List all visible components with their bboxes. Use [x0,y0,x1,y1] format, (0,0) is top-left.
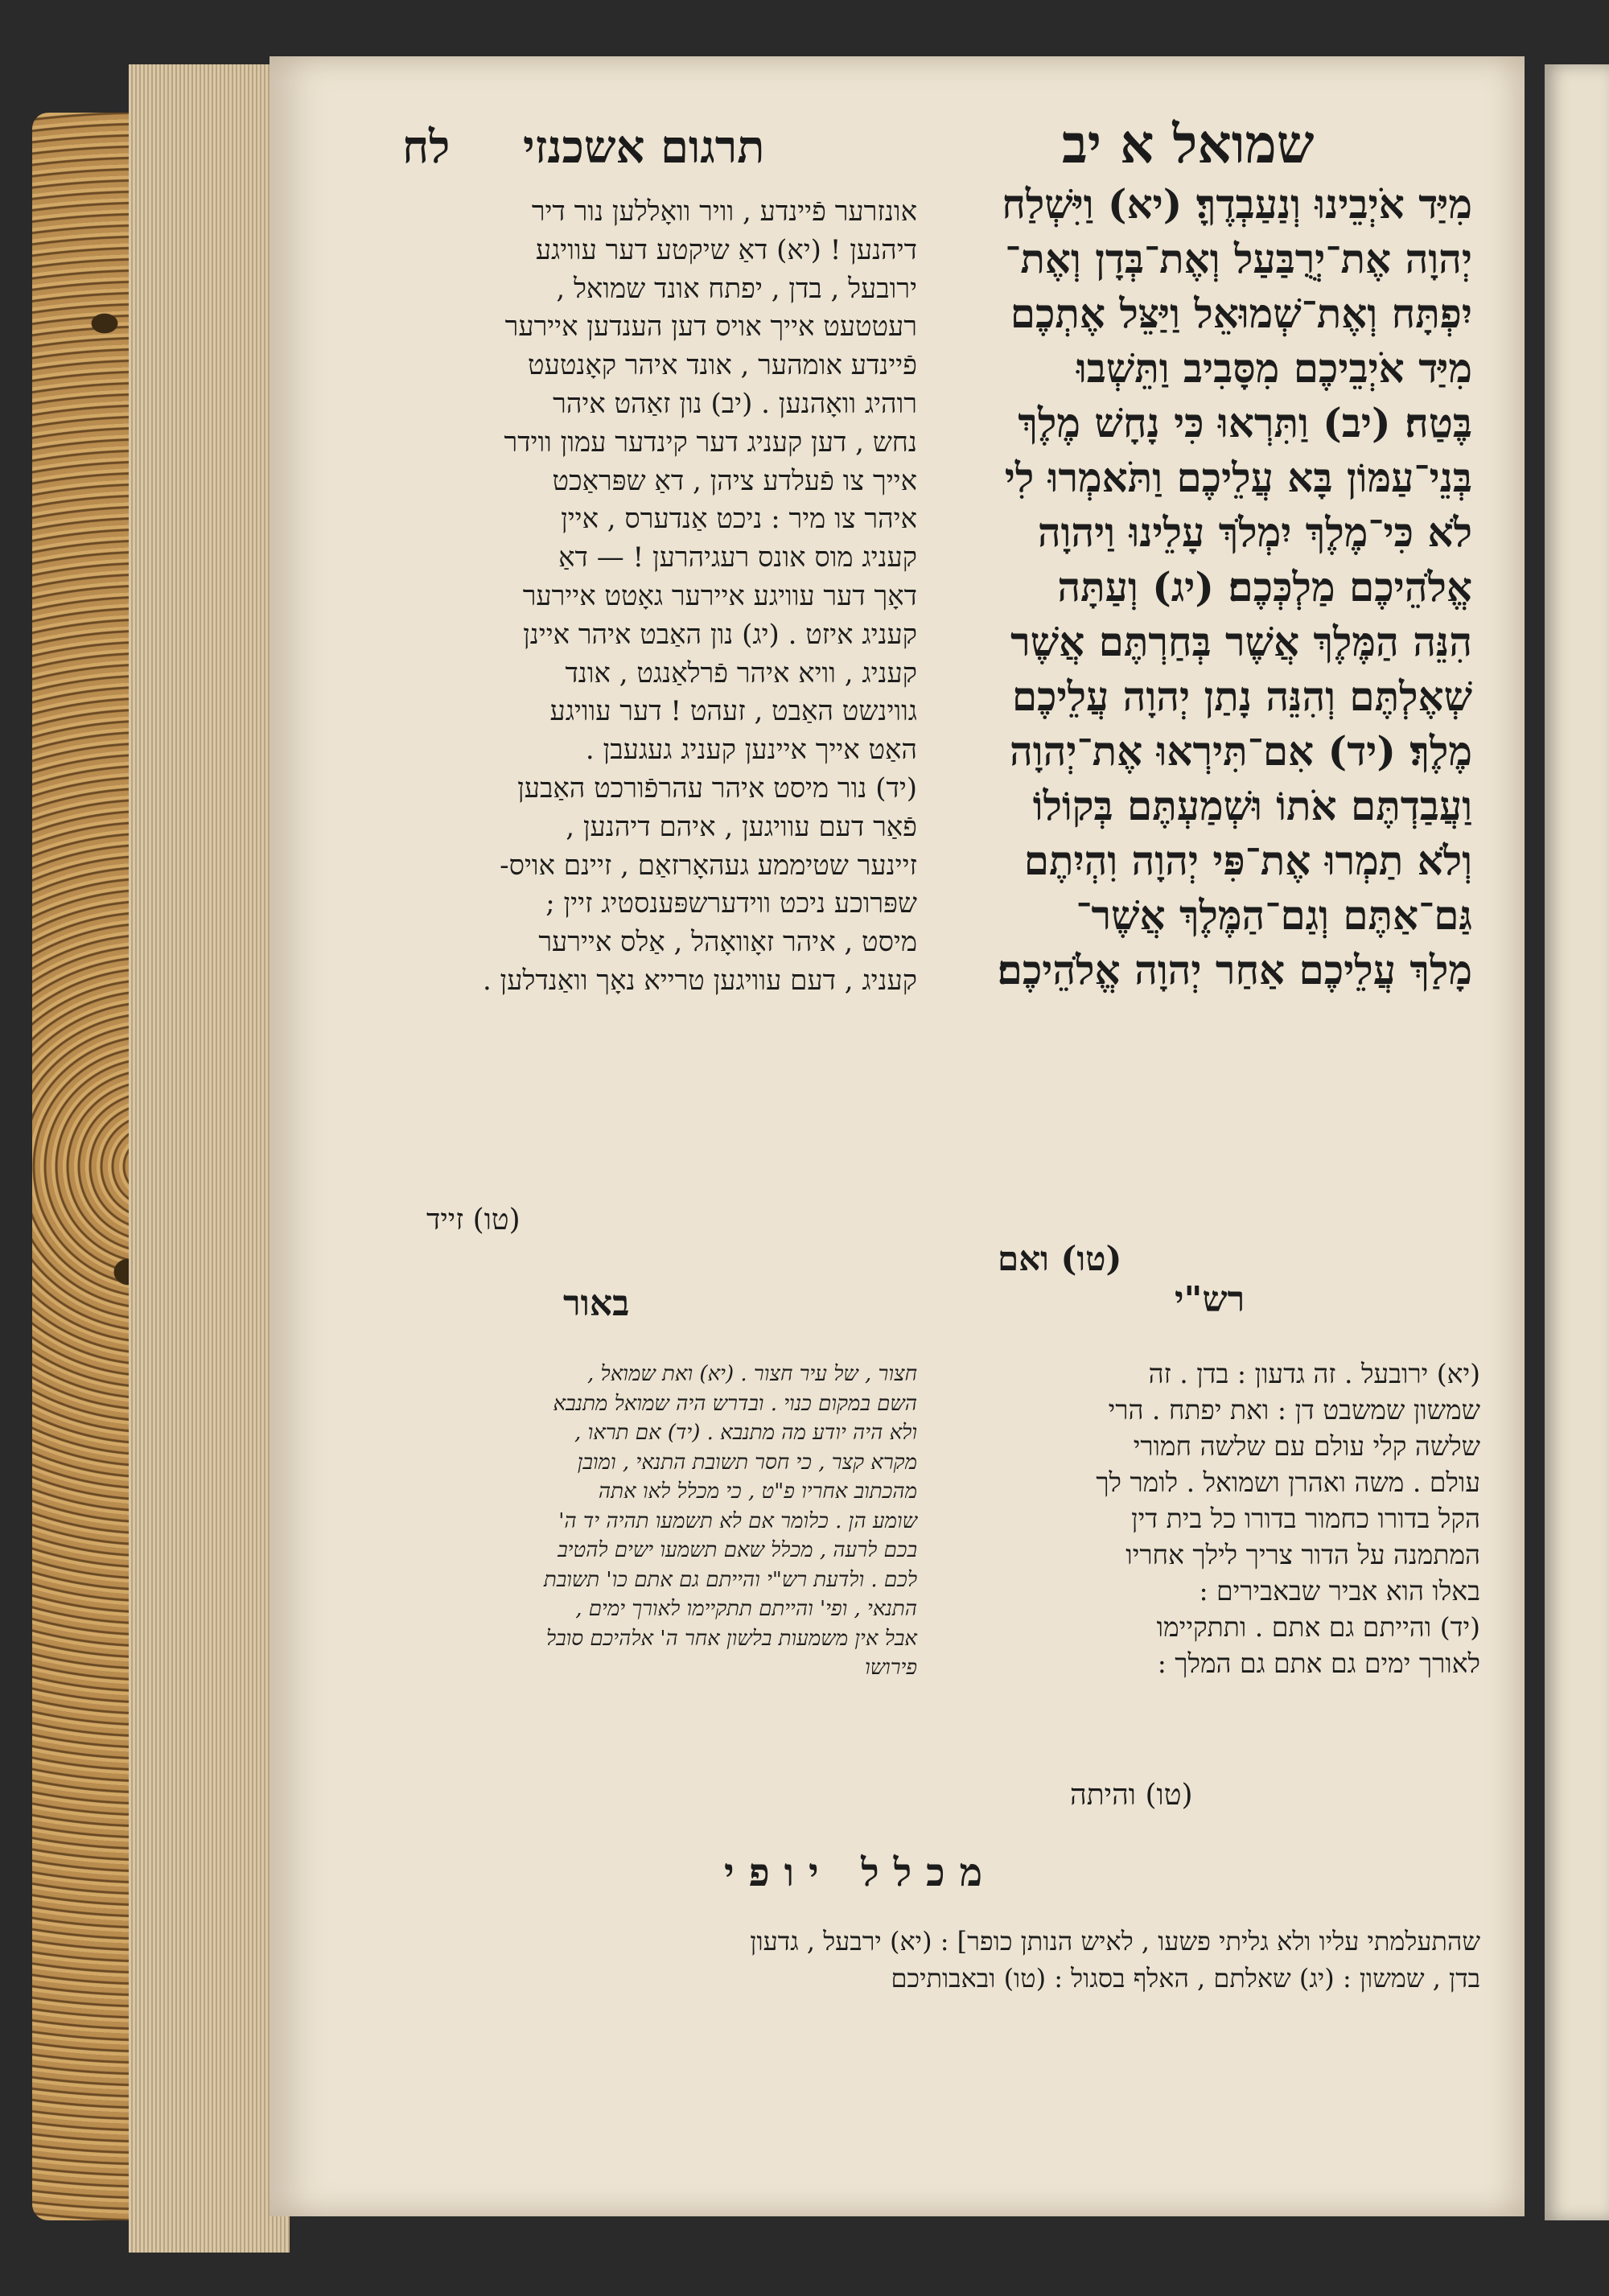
text-line: וְלֹא תַמְרוּ אֶת־פִּי יְהוָה וִהְיִתֶם [1023,837,1472,884]
hebrew-text-column [925,177,1472,998]
text-line: אֱלֹהֵיכֶם מַלְכְּכֶם׃ (יג) וְעַתָּה [1057,563,1472,611]
text-line: הִנֵּה הַמֶּלֶךְ אֲשֶׁר בְּחַרְתֶּם אֲשֶׁר [1010,618,1472,665]
biur-line: בכם לרעה , מכלל שאם תשמעו ישים להטיב [558,1538,917,1562]
header-page-number: לח [402,121,451,174]
rashi-commentary [933,1356,1480,1681]
text-line: מָלַךְ עֲלֵיכֶם אַחַר יְהוָה אֱלֹהֵיכֶם׃ [997,946,1472,994]
text-line: גַּם־אַתֶּם וְגַם־הַמֶּלֶךְ אֲשֶׁר־ [1076,891,1472,939]
targum-line: איהר צו מיר : ניכט אַנדערס , איין [561,503,917,536]
targum-line: רעטטעט אייך אויס דען הענדען איירער [504,311,917,344]
targum-line: פֿיינדע אומהער , אונד איהר קאָנטעט [528,349,917,382]
rashi-line: הקל בדורו כחמור בדורו כל בית דין [1131,1503,1480,1534]
targum-line: אונזרער פֿיינדע , וויר וואָללען נור דיר [531,195,917,228]
targum-line: דיהנען ! (יא) דאַ שיקטע דער עוויגע [535,233,917,266]
targum-line: דאָך דער עוויגע איירער גאָטט איירער [522,579,917,612]
targum-line: האַט אייך איינען קעניג געגעבן . [585,734,917,767]
rashi-line: שלשה קלי עולם עם שלשה חמורי [1133,1430,1480,1462]
michlal-line: בדן , שמשון : (יג) שאלתם , האלף בסגול : (טו) ובאבותיכם [891,1963,1480,1994]
biur-commentary [354,1360,917,1683]
targum-line: קעניג איזט . (יג) נון האַבט איהר איינן [523,618,917,651]
biur-line: השם במקום כנוי . ובדרש היה שמואל מתנבא [553,1391,917,1416]
michlal-yofi-title: מכלל יופי [724,1850,998,1895]
targum-line: פֿאַר דעם עוויגען , איהם דיהנען , [566,810,917,843]
targum-line: אייך צו פֿעלדע ציהן , דאַ שפּראַכט [552,464,917,497]
targum-line: ירובעל , בדן , יפתח אונד שמואל , [556,272,917,305]
text-line: מִיַּד אֹיְבֵינוּ וְנַעַבְדֶךָּ׃ (יא) וַיִּשְׁלַח [1002,180,1472,228]
text-line: וַעֲבַדְתֶּם אֹתוֹ וּשְׁמַעְתֶּם בְּקוֹלוֹ [1032,782,1472,829]
text-line: יְהוָה אֶת־יְרֻבַּעַל וְאֶת־בְּדָן וְאֶת־ [1005,235,1472,282]
targum-line: קעניג , דעם עוויגען טרייא נאָך וואַנדלען . [482,964,917,997]
rashi-line: לאורך ימים גם אתם גם המלך : [1157,1648,1480,1679]
rashi-line: שמשון שמשבט דן : ואת יפתח . הרי [1108,1394,1480,1426]
biur-line: ולא היה יודע מה מתנבא . (יד) אם תראו , [574,1421,917,1445]
targum-line: קעניג , וויא איהר פֿרלאַנגט , אונד [565,656,917,689]
michlal-yofi-notes [370,1923,1480,1997]
biur-line: לכם . ולדעת רש"י והייתם גם אתם כו' תשובת [543,1567,917,1592]
targum-catchword: (טו) זייד [426,1204,521,1236]
header-book-title: שמואל א יב [1062,113,1315,175]
targum-line: רוהיג וואָהנען . (יב) נון זאַהט איהר [553,387,917,420]
facing-page-edge [1545,64,1609,2220]
text-line: שְׁאֶלְתֶּם וְהִנֵּה נָתַן יְהוָה עֲלֵיכֶם [1011,673,1472,720]
biur-line: אבל אין משמעות בלשון אחר ה' אלהיכם סובל [545,1626,917,1651]
targum-line: גווינשט האַבט , זעהט ! דער עוויגע [549,695,917,728]
rashi-line: עולם . משה ואהרן ושמואל . לומר לך [1096,1467,1480,1498]
targum-line: נחש , דען קעניג דער קינדער עמון ווידר [504,426,917,459]
page-stack-edges [129,64,290,2253]
biur-line: התנאי , ופי' והייתם תתקיימו לאורך ימים , [575,1597,917,1621]
biur-title: באור [563,1283,630,1324]
biur-line: פירושו [865,1656,917,1680]
text-line: בְּנֵי־עַמּוֹן בָּא עֲלֵיכֶם וַתֹּאמְרוּ לִי [1004,454,1472,501]
rashi-line: המתמנה על הדור צריך לילך אחריו [1125,1539,1480,1570]
targum-line: שפּרוכע ניכט ווידערשפּענסטיג זיין ; [545,887,917,920]
targum-line: קעניג מוס אונס רעגיהרען ! — דאַ [558,541,917,574]
rashi-catchword: (טו) והיתה [1070,1779,1193,1812]
text-catchword: (טו) ואם [998,1239,1122,1278]
targum-column [354,193,917,1001]
rashi-line: באלו הוא אביר שבאבירים : [1199,1575,1480,1607]
header-targum-title: תרגום אשכנזי [523,121,765,174]
biur-line: מהכתוב אחריו פ"ט , כי מכלל לאו אתה [598,1479,917,1504]
rashi-line: (יד) והייתם גם אתם . ותתקיימו [1156,1611,1480,1643]
text-line: לֹא כִּי־מֶלֶךְ יִמְלֹךְ עָלֵינוּ וַיהוָה [1037,508,1472,556]
michlal-line: שהתעלמתי עליו ולא גליתי פשעו , לאיש הנותן כופר] : (יא) ירבעל , גדעון [750,1926,1480,1957]
rashi-title: רש"י [1175,1279,1245,1320]
biur-line: שומע הן . כלומר אם לא תשמעו תהיה יד ה' [558,1508,917,1533]
rashi-line: (יא) ירובעל . זה גדעון : בדן . זה [1148,1358,1480,1389]
biur-line: חצור , של עיר חצור . (יא) ואת שמואל , [587,1362,917,1386]
targum-line: (יד) נור מיסט איהר עהרפֿורכט האַבען [517,772,917,804]
targum-line: זיינער שטיממע געהאָרזאַם , זיינם אויס- [500,849,917,882]
text-line: מֶלֶךְ׃ (יד) אִם־תִּירְאוּ אֶת־יְהוָה [1010,727,1472,775]
biur-line: מקרא קצר , כי חסר תשובת התנאי , ומובן [577,1450,917,1475]
targum-line: מיסט , איהר זאָוואָהל , אַלס איירער [538,926,917,959]
text-line: בֶּטַח׃ (יב) וַתִּרְאוּ כִּי נָחָשׁ מֶלֶךְ [1018,399,1472,446]
text-line: יִפְתָּח וְאֶת־שְׁמוּאֵל וַיַּצֵּל אֶתְכֶם [1010,290,1472,337]
text-line: מִיַּד אֹיְבֵיכֶם מִסָּבִיב וַתֵּשְׁבוּ [1076,344,1472,392]
